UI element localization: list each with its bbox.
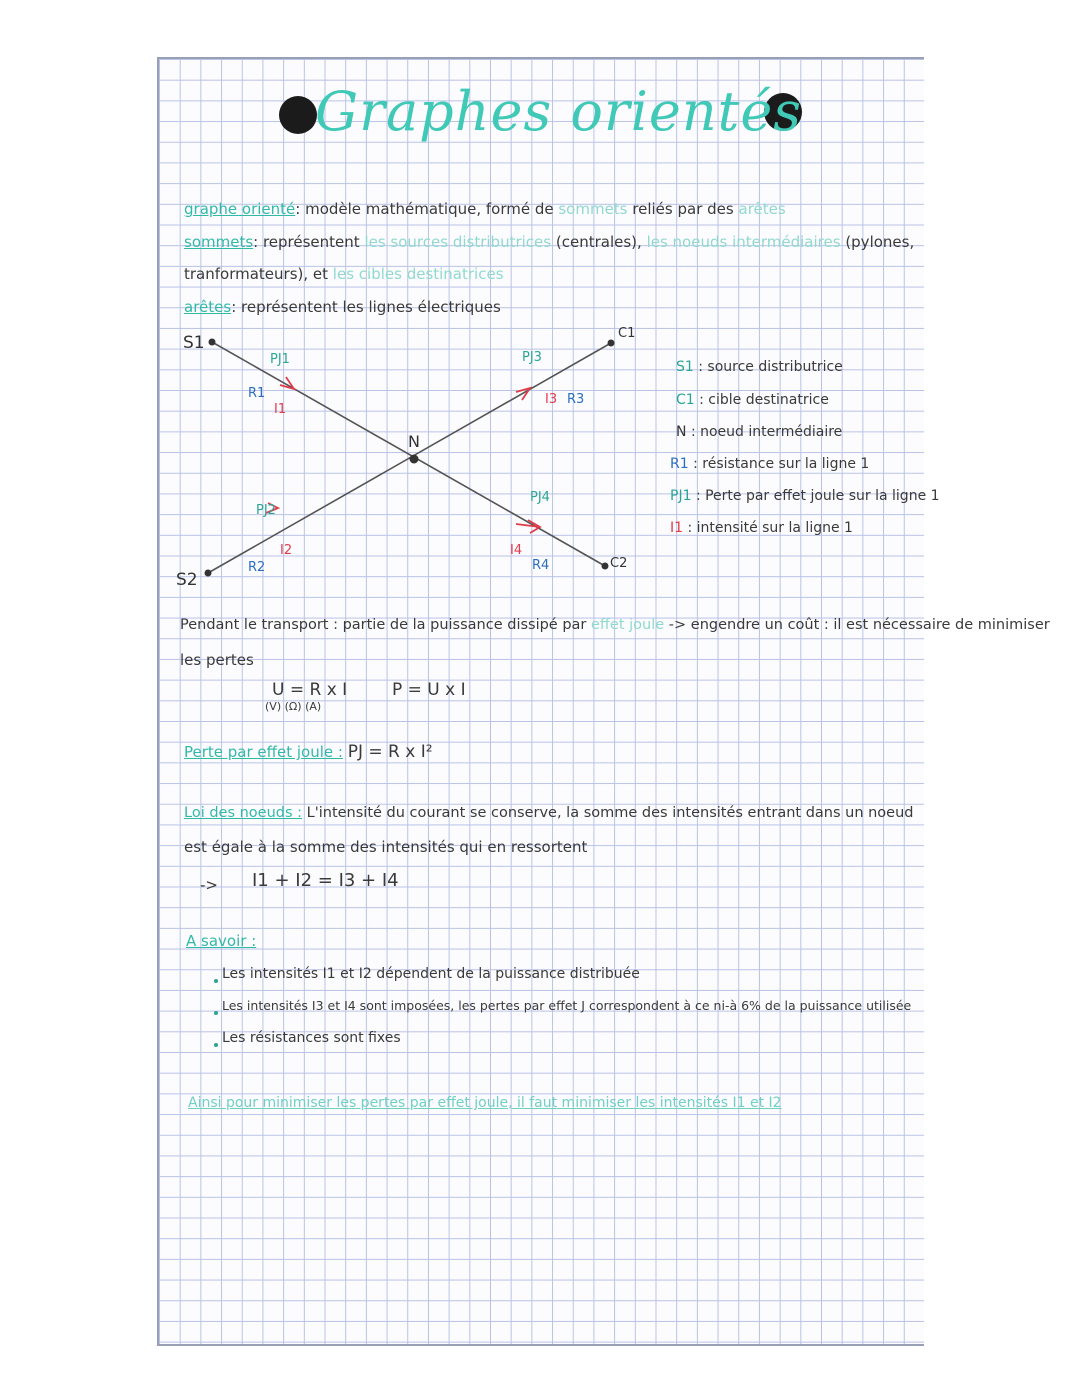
joule-loss: Perte par effet joule : PJ = R x I²: [184, 742, 433, 762]
noeuds-line-2: est égale à la somme des intensités qui en ressortent: [184, 838, 588, 856]
definition-aretes: arêtes: représentent les lignes électriques: [184, 298, 501, 316]
label-s1: S1: [183, 333, 205, 353]
savoir-heading: A savoir :: [186, 932, 257, 950]
label-r1: R1: [248, 386, 266, 401]
formula-u: U = R x I: [272, 680, 348, 700]
savoir-item: Les intensités I1 et I2 dépendent de la puissance distribuée: [222, 966, 640, 982]
legend-item: I1 : intensité sur la ligne 1: [670, 520, 853, 536]
noeuds-line-1: Loi des noeuds : L'intensité du courant se conserve, la somme des intensités entrant dans un noeud: [184, 805, 914, 821]
label-r3: R3: [567, 392, 585, 407]
legend-item: PJ1 : Perte par effet joule sur la ligne 1: [670, 488, 940, 504]
label-p3: PJ3: [522, 350, 542, 365]
node-c1: [608, 340, 615, 347]
node-n: [410, 455, 419, 464]
label-i3: I3: [545, 392, 558, 407]
label-p2: PJ2: [256, 503, 276, 518]
page-title: Graphes orientés: [315, 80, 803, 143]
legend-item: R1 : résistance sur la ligne 1: [670, 456, 870, 472]
noeuds-arrow: ->: [200, 876, 218, 894]
label-i2: I2: [280, 543, 293, 558]
label-r2: R2: [248, 560, 266, 575]
bullet: [214, 1011, 218, 1015]
node-s1: [209, 339, 216, 346]
label-c1: C1: [618, 326, 636, 341]
conclusion: Ainsi pour minimiser les pertes par effet joule, il faut minimiser les intensités I1 et I2: [188, 1095, 782, 1111]
legend-item: N : noeud intermédiaire: [676, 424, 843, 440]
bullet: [214, 1043, 218, 1047]
node-c2: [602, 563, 609, 570]
bullet: [214, 979, 218, 983]
transport-line-1: Pendant le transport : partie de la puissance dissipé par effet joule -> engendre un coût : il est nécessaire de minimiser: [180, 617, 1050, 633]
definition-sommets: sommets: représentent les sources distributrices (centrales), les noeuds intermédiaires (pylones,: [184, 233, 915, 251]
savoir-item: Les résistances sont fixes: [222, 1030, 401, 1046]
legend-item: C1 : cible destinatrice: [676, 392, 829, 408]
definition-sommets-cont: tranformateurs), et les cibles destinatrices: [184, 265, 504, 283]
node-s2: [205, 570, 212, 577]
line-s1-c2: [212, 342, 605, 566]
label-p1: PJ1: [270, 352, 290, 367]
label-n: N: [408, 432, 420, 451]
formula-units: (V) (Ω) (A): [265, 700, 322, 713]
formula-p: P = U x I: [392, 680, 466, 700]
noeuds-formula: I1 + I2 = I3 + I4: [252, 870, 399, 891]
label-r4: R4: [532, 558, 550, 573]
label-c2: C2: [610, 556, 628, 571]
label-s2: S2: [176, 570, 198, 590]
label-i1: I1: [274, 402, 287, 417]
line-s2-c1: [208, 343, 611, 573]
label-p4: PJ4: [530, 490, 550, 505]
definition-graph: graphe orienté: modèle mathématique, formé de sommets reliés par des arêtes: [184, 200, 786, 218]
transport-line-2: les pertes: [180, 651, 254, 669]
savoir-item: Les intensités I3 et I4 sont imposées, les pertes par effet J correspondent à ce ni-à 6% de la puissance utilisée: [222, 998, 912, 1013]
arrow-i1: [280, 377, 294, 389]
label-i4: I4: [510, 543, 523, 558]
legend-item: S1 : source distributrice: [676, 359, 843, 375]
